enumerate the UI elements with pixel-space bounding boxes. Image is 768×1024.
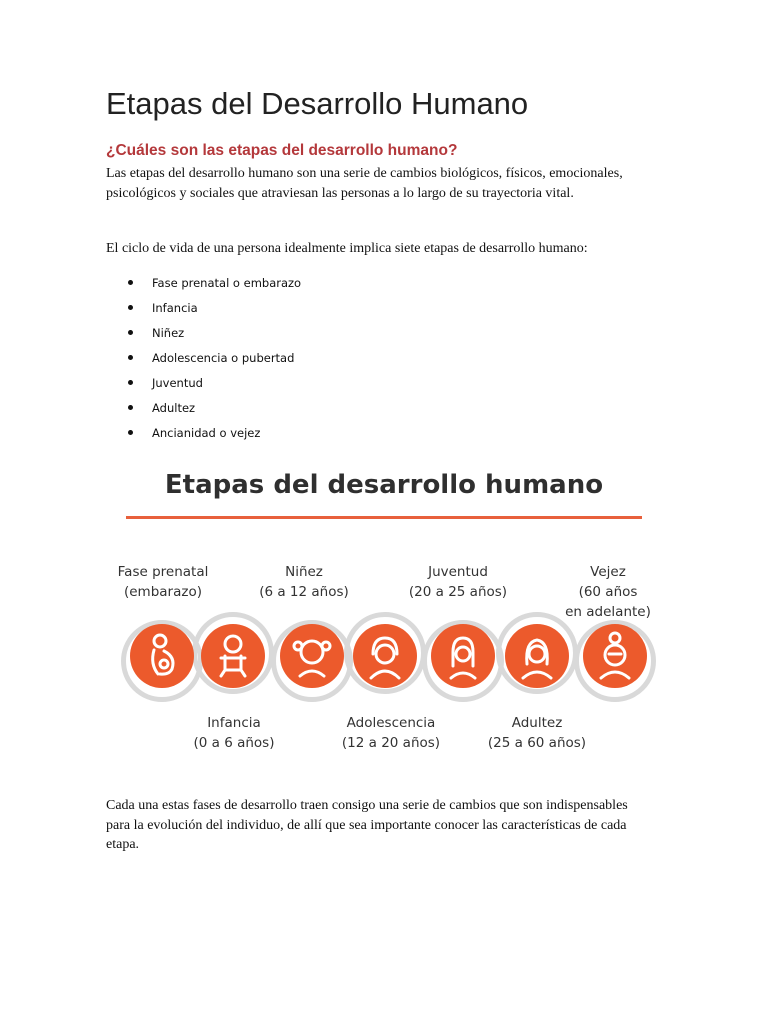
stage-name: Fase prenatal <box>117 564 209 580</box>
closing-paragraph: Cada una estas fases de desarrollo traen consigo una serie de cambios que son indispensables para la evolución del individuo, de allí que sea importante conocer las características de cada etapa. <box>106 798 628 852</box>
bullet-icon <box>128 430 133 435</box>
girl-child-icon <box>280 624 344 688</box>
bullet-icon <box>128 380 133 385</box>
stage-name: Vejez <box>590 564 626 580</box>
list-item <box>128 299 301 324</box>
list-item <box>128 324 301 349</box>
list-item-label: Niñez <box>152 326 185 340</box>
list-item-label: Infancia <box>152 301 198 315</box>
stage-label-juventud <box>388 562 528 602</box>
infographic-title: Etapas del desarrollo humano <box>164 470 604 500</box>
baby-icon <box>201 624 265 688</box>
list-item <box>128 274 301 299</box>
stage-label-vejez <box>538 562 678 622</box>
cycle-paragraph: El ciclo de vida de una persona idealmente implica siete etapas de desarrollo humano: <box>106 241 588 256</box>
infographic-divider <box>126 516 642 519</box>
list-item <box>128 349 301 374</box>
pregnant-woman-icon <box>130 624 194 688</box>
stage-range: (6 a 12 años) <box>259 584 349 600</box>
elderly-woman-icon <box>583 624 647 688</box>
list-item <box>128 399 301 424</box>
list-item-label: Juventud <box>152 376 203 390</box>
stage-range: (0 a 6 años) <box>193 735 275 751</box>
stage-label-adultez <box>467 713 607 753</box>
intro-paragraph: Las etapas del desarrollo humano son una serie de cambios biológicos, físicos, emocionales, psicológicos y sociales que atraviesan las personas a lo largo de su trayectoria vital. <box>106 166 623 201</box>
list-item-label: Adolescencia o pubertad <box>152 351 295 365</box>
list-item <box>128 424 301 449</box>
list-item-label: Adultez <box>152 401 196 415</box>
list-item-label: Fase prenatal o embarazo <box>152 276 302 290</box>
stage-label-prenatal <box>93 562 233 602</box>
stages-list <box>128 274 301 449</box>
stage-name: Niñez <box>285 564 323 580</box>
young-woman-icon <box>431 624 495 688</box>
bullet-icon <box>128 355 133 360</box>
list-item-label: Ancianidad o vejez <box>152 426 261 440</box>
page-title: Etapas del Desarrollo Humano <box>106 86 529 121</box>
stage-range: en adelante) <box>565 604 651 620</box>
adult-woman-icon <box>505 624 569 688</box>
stage-range: (20 a 25 años) <box>408 584 508 600</box>
stage-range: (60 años <box>578 584 638 600</box>
stage-name: Juventud <box>428 564 488 580</box>
stage-range: (embarazo) <box>123 584 202 600</box>
bullet-icon <box>128 330 133 335</box>
bullet-icon <box>128 405 133 410</box>
stage-label-ninez <box>234 562 374 602</box>
bullet-icon <box>128 305 133 310</box>
section-subtitle: ¿Cuáles son las etapas del desarrollo humano? <box>106 142 458 159</box>
bullet-icon <box>128 280 133 285</box>
stage-name: Adolescencia <box>346 715 436 731</box>
stage-range: (12 a 20 años) <box>341 735 441 751</box>
stage-range: (25 a 60 años) <box>487 735 587 751</box>
list-item <box>128 374 301 399</box>
teen-icon <box>353 624 417 688</box>
stage-label-infancia <box>164 713 304 753</box>
stage-name: Adultez <box>511 715 563 731</box>
stage-label-adolescencia <box>321 713 461 753</box>
stage-name: Infancia <box>207 715 261 731</box>
